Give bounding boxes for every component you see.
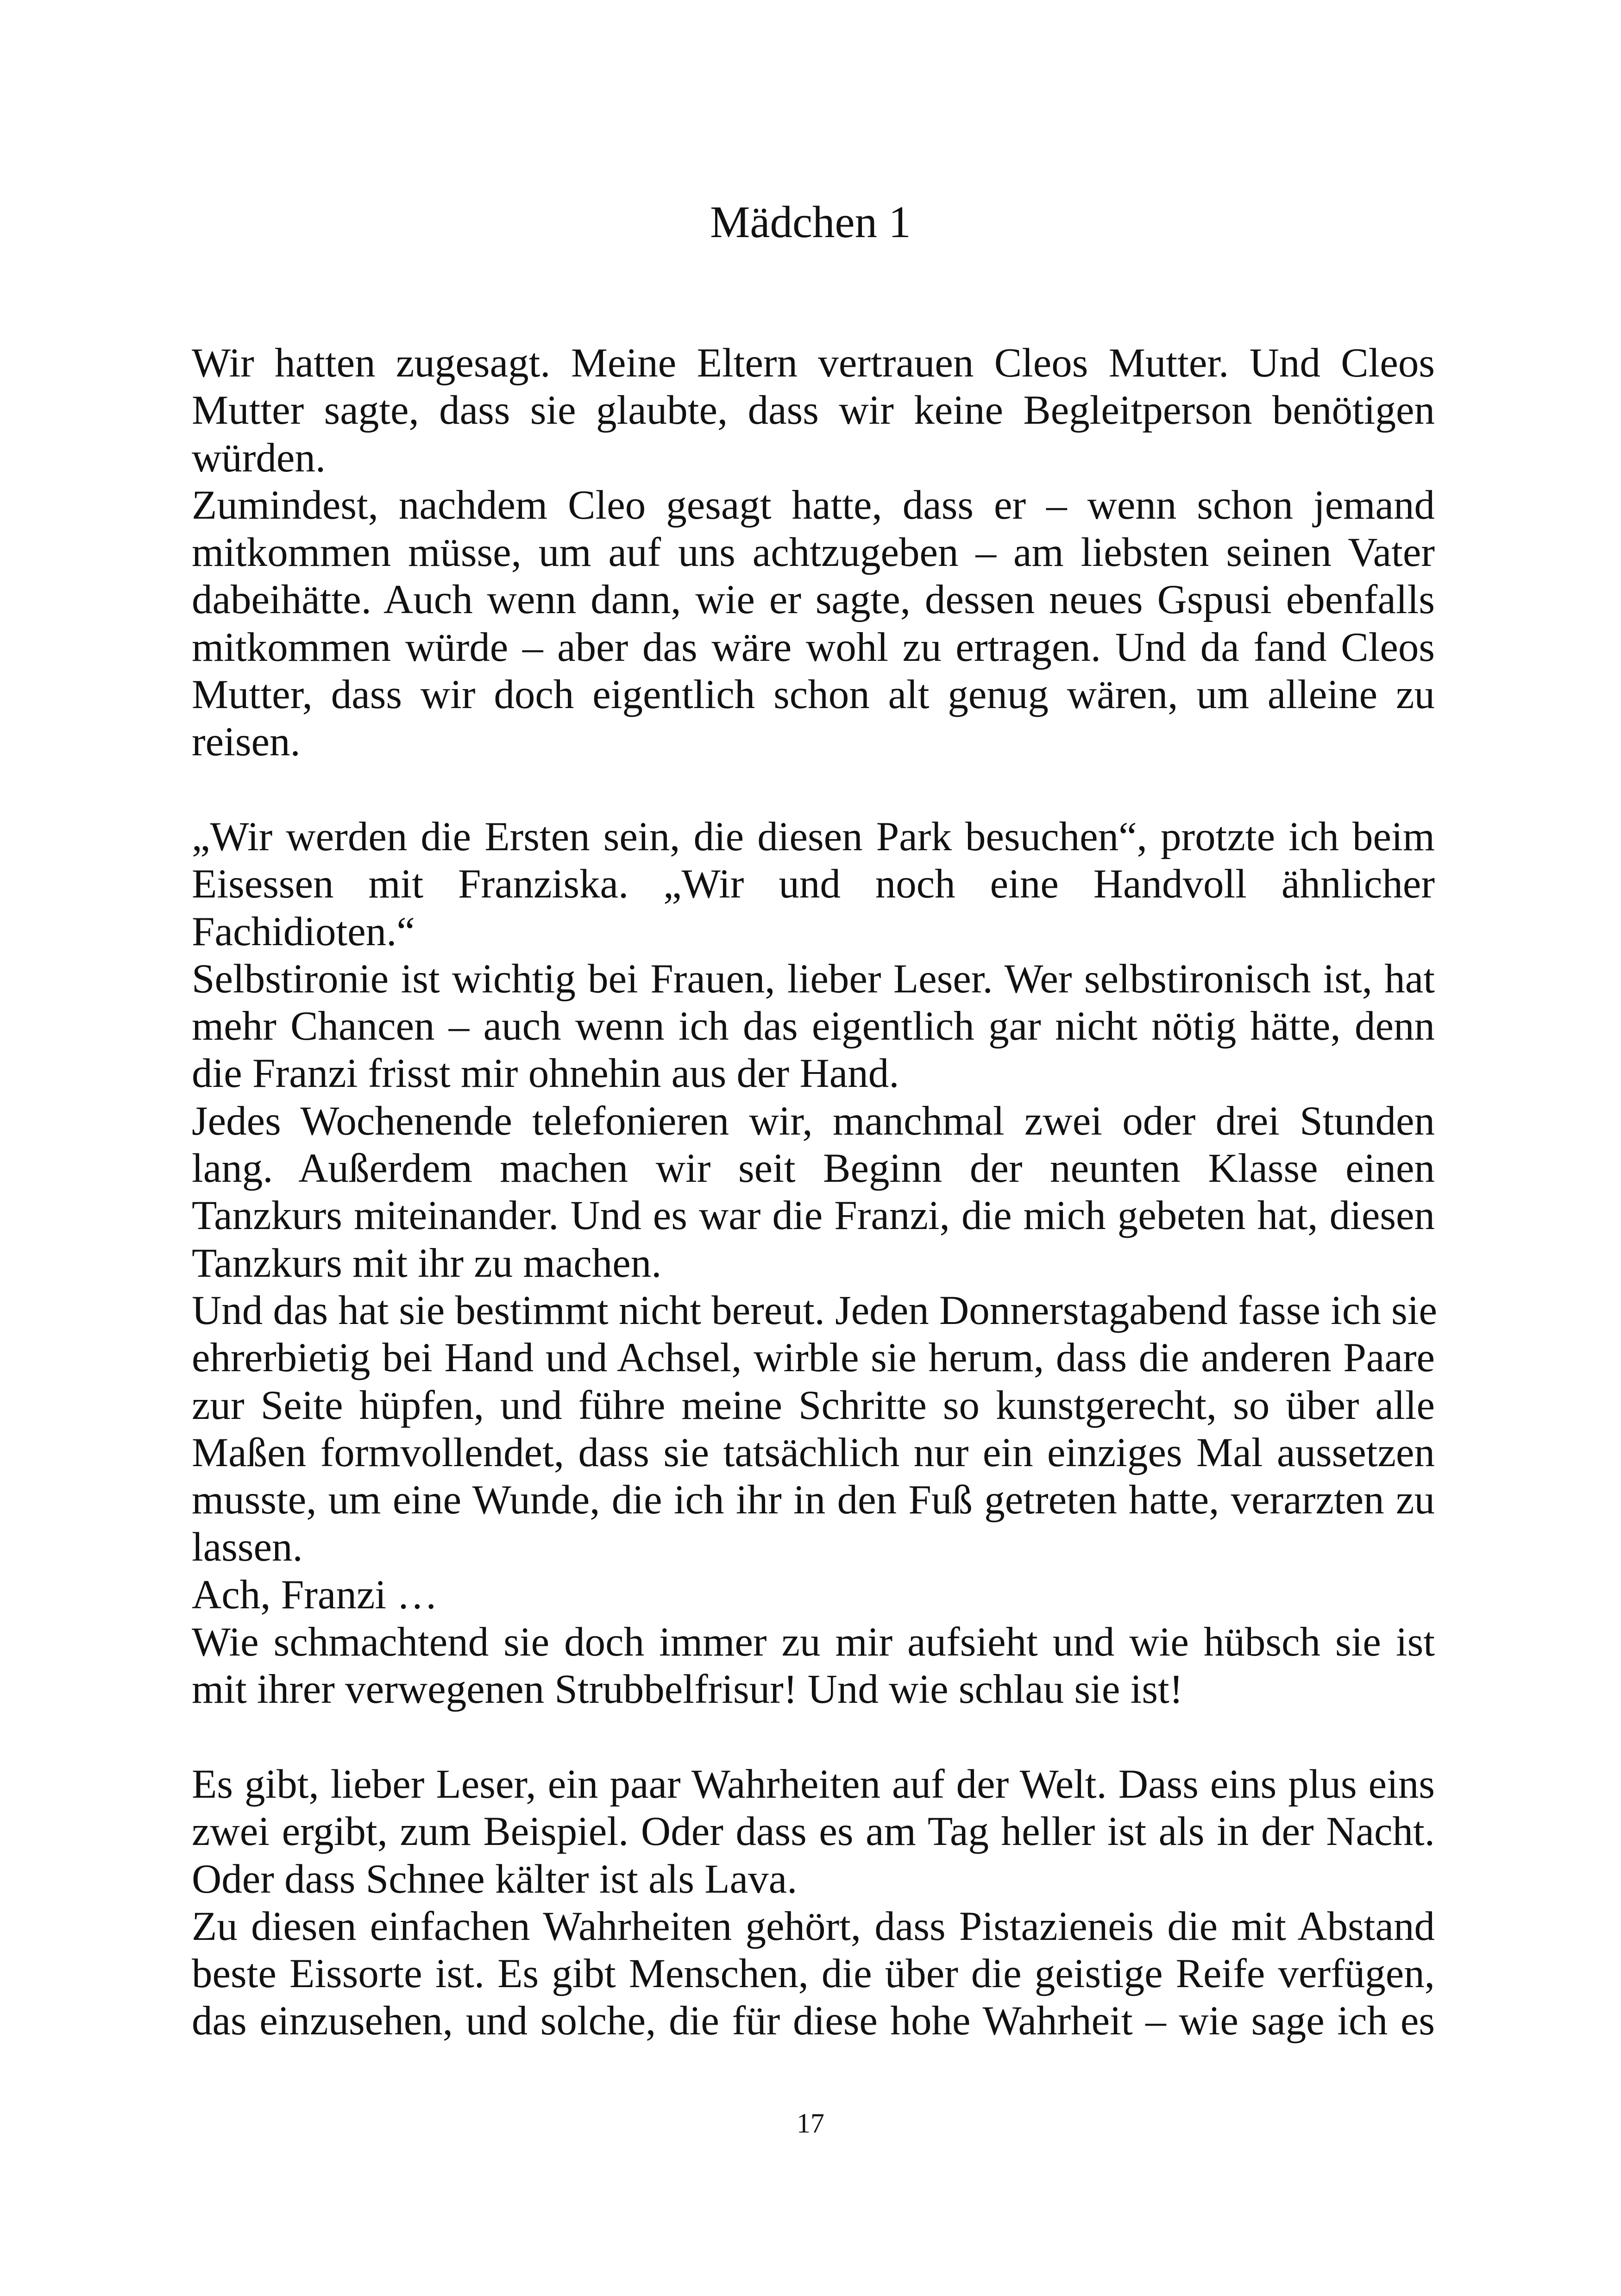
text-line: Oder dass Schnee kälter ist als Lava. — [192, 1856, 798, 1902]
text-line: Fachidioten.“ — [192, 909, 415, 954]
paragraph — [192, 955, 1435, 1098]
text-line: Selbstironie ist wichtig bei Frauen, lieber Leser. Wer selbstironisch ist, hat — [192, 956, 1435, 1002]
text-line: Tanzkurs mit ihr zu machen. — [192, 1240, 662, 1286]
text-line: Zu diesen einfachen Wahrheiten gehört, dass Pistazieneis die mit Abstand — [192, 1903, 1435, 1949]
paragraph — [192, 1618, 1435, 1713]
text-line: würden. — [192, 435, 326, 481]
body-text — [192, 339, 1438, 2045]
text-line: Jedes Wochenende telefonieren wir, manchmal zwei oder drei Stunden — [192, 1098, 1435, 1144]
chapter-title: Mädchen 1 — [710, 197, 911, 247]
text-line: die Franzi frisst mir ohnehin aus der Hand. — [192, 1051, 899, 1097]
text-line: zur Seite hüpfen, und führe meine Schritte so kunstgerecht, so über alle — [192, 1382, 1435, 1428]
text-line: musste, um eine Wunde, die ich ihr in den Fuß getreten hatte, verarzten zu — [192, 1477, 1435, 1523]
text-line: „Wir werden die Ersten sein, die diesen Park besuchen“, protzte ich beim — [192, 814, 1435, 859]
text-line: Wie schmachtend sie doch immer zu mir aufsieht und wie hübsch sie ist — [192, 1619, 1435, 1665]
text-line: Zumindest, nachdem Cleo gesagt hatte, dass er – wenn schon jemand — [192, 482, 1435, 528]
text-line: Und das hat sie bestimmt nicht bereut. Jeden Donnerstagabend fasse ich sie — [192, 1287, 1438, 1333]
paragraph — [192, 1287, 1438, 1571]
text-line: ehrerbietig bei Hand und Achsel, wirble sie herum, dass die anderen Paare — [192, 1335, 1435, 1381]
paragraph — [192, 813, 1435, 955]
paragraph-gap — [192, 766, 1435, 813]
paragraph — [192, 1571, 1435, 1618]
text-line: das einzusehen, und solche, die für diese hohe Wahrheit – wie sage ich es — [192, 1998, 1435, 2044]
text-line: Wir hatten zugesagt. Meine Eltern vertrauen Cleos Mutter. Und Cleos — [192, 340, 1435, 386]
text-line: Mutter sagte, dass sie glaubte, dass wir keine Begleitperson benötigen — [192, 388, 1435, 433]
text-line: Es gibt, lieber Leser, ein paar Wahrheiten auf der Welt. Dass eins plus eins — [192, 1761, 1435, 1807]
page-number: 17 — [797, 2108, 824, 2139]
paragraph — [192, 1903, 1435, 2045]
text-line: Ach, Franzi … — [192, 1572, 438, 1618]
text-line: beste Eissorte ist. Es gibt Menschen, die über die geistige Reife verfügen, — [192, 1951, 1435, 1997]
text-line: lang. Außerdem machen wir seit Beginn der neunten Klasse einen — [192, 1146, 1435, 1192]
text-line: mitkommen würde – aber das wäre wohl zu ertragen. Und da fand Cleos — [192, 624, 1435, 670]
paragraph — [192, 339, 1435, 482]
text-line: mehr Chancen – auch wenn ich das eigentlich gar nicht nötig hätte, denn — [192, 1004, 1435, 1049]
text-line: mit ihrer verwegenen Strubbelfrisur! Und wie schlau sie ist! — [192, 1667, 1183, 1713]
text-line: Maßen formvollendet, dass sie tatsächlich nur ein einziges Mal aussetzen — [192, 1430, 1435, 1475]
paragraph-gap — [192, 1713, 1435, 1761]
text-line: mitkommen müsse, um auf uns achtzugeben – am liebsten seinen Vater — [192, 530, 1435, 576]
text-line: lassen. — [192, 1524, 303, 1570]
text-line: Tanzkurs miteinander. Und es war die Franzi, die mich gebeten hat, diesen — [192, 1193, 1435, 1239]
text-line: zwei ergibt, zum Beispiel. Oder dass es am Tag heller ist als in der Nacht. — [192, 1809, 1435, 1855]
text-line: Eisessen mit Franziska. „Wir und noch eine Handvoll ähnlicher — [192, 861, 1435, 907]
text-line: reisen. — [192, 719, 301, 765]
text-line: Mutter, dass wir doch eigentlich schon alt genug wären, um alleine zu — [192, 672, 1435, 718]
text-line: dabeihätte. Auch wenn dann, wie er sagte, dessen neues Gspusi ebenfalls — [192, 577, 1435, 623]
paragraph — [192, 1098, 1435, 1287]
paragraph — [192, 482, 1435, 766]
paragraph — [192, 1761, 1435, 1903]
